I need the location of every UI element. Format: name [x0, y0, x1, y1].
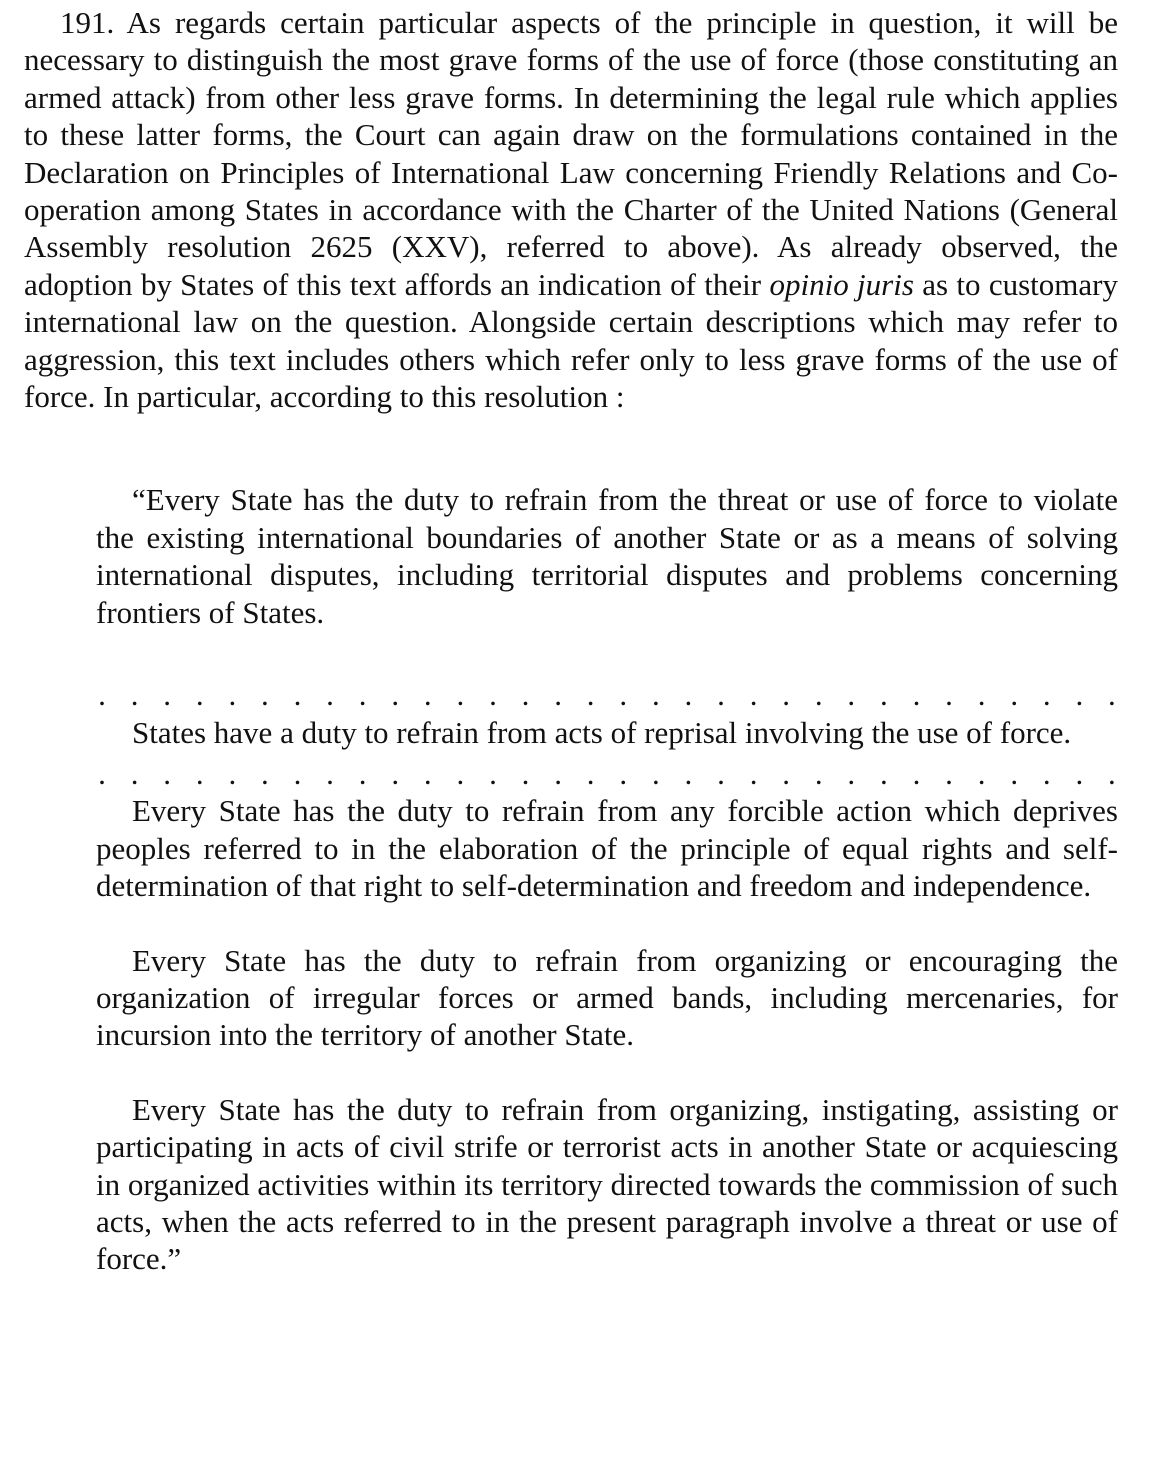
- quote-paragraph-4: Every State has the duty to refrain from organizing or encouraging the organization of irregular forces or armed bands, including mercenaries, for incursion into the territory of another State.: [96, 942, 1118, 1053]
- paragraph-text-part2: as to customary international law on the question. Alongside certain descriptions which may refer to aggression, this text includes others which refer only to less grave forms of the use of force. In particular, according to this resolution :: [24, 266, 1118, 415]
- paragraph-191: [24, 4, 1118, 415]
- ellipsis-separator: . . . . . . . . . . . . . . . . . . . . . . . . . . . . . . . .: [98, 677, 1116, 713]
- paragraph-text-part1: As regards certain particular aspects of the principle in question, it will be necessary to distinguish the most grave forms of the use of force (those constituting an armed attack) from other less grave forms. In determining the legal rule which applies to these latter forms, the Court can again draw on the formulations contained in the Declaration on Principles of International Law concerning Friendly Relations and Co-operation among States in accordance with the Charter of the United Nations (General Assembly resolution 2625 (XXV), referred to above). As already observed, the adoption by States of this text affords an indication of their: [24, 5, 1118, 302]
- quote-paragraph-3: Every State has the duty to refrain from any forcible action which deprives peoples referred to in the elaboration of the principle of equal rights and self-determination of that right to self-determination and freedom and independence.: [96, 793, 1118, 904]
- ellipsis-separator: . . . . . . . . . . . . . . . . . . . . . . . . . . . . . . . .: [98, 755, 1116, 791]
- quote-paragraph-1: “Every State has the duty to refrain from the threat or use of force to violate the existing international boundaries of another State or as a means of solving international disputes, including territorial disputes and problems concerning frontiers of States.: [96, 482, 1118, 630]
- paragraph-number: 191.: [60, 5, 115, 40]
- document-page: [24, 0, 1118, 1278]
- italic-term: opinio juris: [769, 266, 914, 302]
- quote-paragraph-5: Every State has the duty to refrain from organizing, instigating, assisting or participating in acts of civil strife or terrorist acts in another State or acquiescing in organized activities within its territory directed towards the commission of such acts, when the acts referred to in the present paragraph involve a threat or use of force.”: [96, 1091, 1118, 1277]
- resolution-quote: [96, 481, 1118, 1277]
- quote-paragraph-2: States have a duty to refrain from acts of reprisal involving the use of force.: [132, 714, 1072, 750]
